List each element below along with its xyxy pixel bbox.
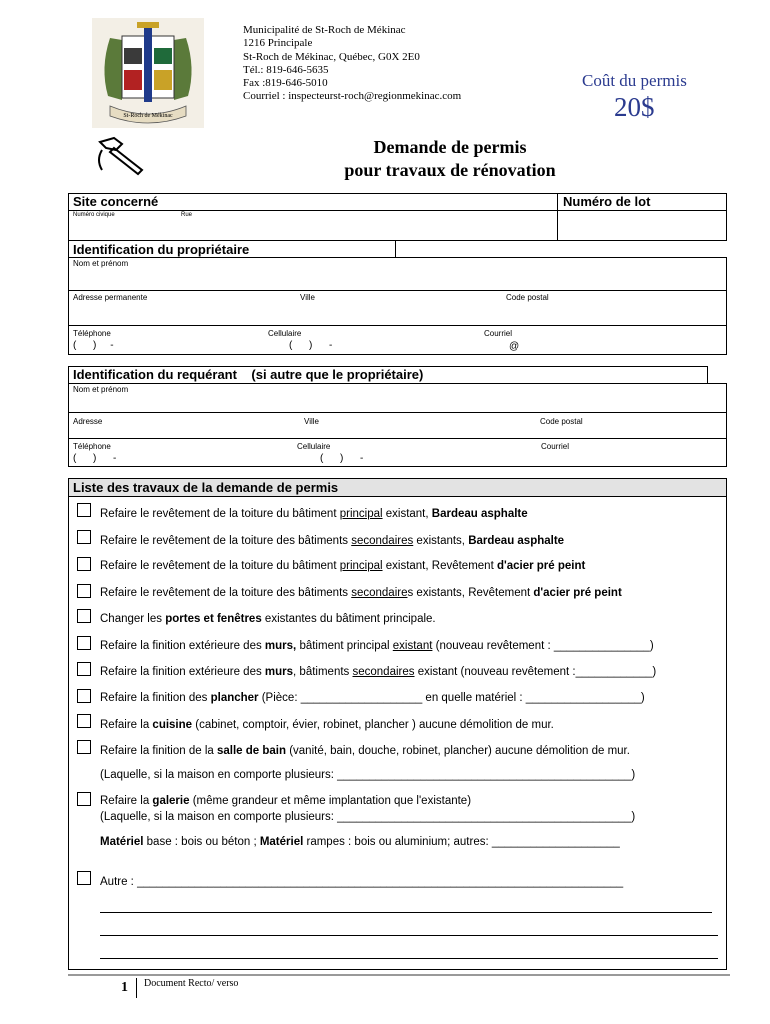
- municipality-city: St-Roch de Mékinac, Québec, G0X 2E0: [243, 50, 420, 63]
- checkbox-roof-secondary-steel[interactable]: [77, 584, 91, 598]
- owner-cell-label: Cellulaire: [268, 329, 302, 338]
- applicant-address-label: Adresse: [73, 417, 103, 426]
- owner-address-label: Adresse permanente: [73, 293, 148, 302]
- owner-phone-label: Téléphone: [73, 329, 111, 338]
- owner-section-title: Identification du propriétaire: [73, 242, 250, 257]
- owner-address-field[interactable]: [70, 303, 724, 323]
- applicant-name-label: Nom et prénom: [73, 385, 129, 394]
- footer-divider: [68, 974, 730, 976]
- item-walls-main: Refaire la finition extérieure des murs, bâtiment principal existant (nouveau revêtement : _______________): [100, 640, 654, 652]
- checkbox-roof-main-steel[interactable]: [77, 557, 91, 571]
- item-walls-secondary: Refaire la finition extérieure des murs, bâtiments secondaires existant (nouveau revêtement :____________): [100, 666, 657, 678]
- civic-number-label: Numéro civique: [73, 212, 115, 218]
- municipality-name: Municipalité de St-Roch de Mékinac: [243, 24, 406, 36]
- permit-cost-value: 20$: [614, 92, 655, 122]
- item-bathroom: Refaire la finition de la salle de bain (vanité, bain, douche, robinet, plancher) aucune démolition de mur.: [100, 745, 630, 757]
- permit-cost-label: Coût du permis: [582, 71, 687, 90]
- applicant-divider-2: [68, 438, 727, 439]
- owner-name-label: Nom et prénom: [73, 259, 129, 268]
- checkbox-doors-windows[interactable]: [77, 609, 91, 623]
- other-line-2[interactable]: [100, 935, 718, 936]
- owner-city-label: Ville: [300, 293, 315, 302]
- item-porch-material[interactable]: Matériel base : bois ou béton ; Matériel rampes : bois ou aluminium; autres: ____________________: [100, 836, 620, 848]
- checkbox-other[interactable]: [77, 871, 91, 885]
- other-line-1[interactable]: [100, 912, 712, 913]
- lot-number-label: Numéro de lot: [563, 194, 651, 209]
- checkbox-porch[interactable]: [77, 792, 91, 806]
- owner-cell-field[interactable]: ( ) -: [289, 340, 333, 351]
- form-title-line2: pour travaux de rénovation: [344, 160, 556, 180]
- applicant-section-title: Identification du requérant (si autre que le propriétaire): [73, 367, 424, 382]
- municipal-crest-logo: [92, 18, 204, 128]
- municipality-email: Courriel : inspecteurst-roch@regionmekinac.com: [243, 90, 462, 103]
- applicant-divider-1: [68, 412, 727, 413]
- item-roof-main-steel: Refaire le revêtement de la toiture du bâtiment principal existant, Revêtement d'acier pré peint: [100, 560, 586, 572]
- applicant-postal-label: Code postal: [540, 417, 583, 426]
- checkbox-floor[interactable]: [77, 689, 91, 703]
- item-roof-secondary-steel: Refaire le revêtement de la toiture des bâtiments secondaires existants, Revêtement d'acier pré peint: [100, 587, 622, 599]
- site-lot-divider: [557, 193, 558, 241]
- site-address-field[interactable]: [70, 218, 554, 239]
- municipality-street: 1216 Principale: [243, 37, 313, 50]
- owner-phone-field[interactable]: ( ) -: [73, 340, 114, 351]
- item-kitchen: Refaire la cuisine (cabinet, comptoir, évier, robinet, plancher ) aucune démolition de mur.: [100, 719, 554, 731]
- works-section-title: Liste des travaux de la demande de permis: [73, 480, 339, 495]
- checkbox-roof-main-asphalt[interactable]: [77, 503, 91, 517]
- street-label: Rue: [181, 212, 193, 218]
- site-header-divider: [68, 210, 727, 211]
- applicant-phone-label: Téléphone: [73, 442, 111, 451]
- item-porch: Refaire la galerie (même grandeur et même implantation que l'existante): [100, 795, 472, 807]
- item-porch-which[interactable]: (Laquelle, si la maison en comporte plusieurs: ______________________________________________): [100, 811, 636, 823]
- owner-name-field[interactable]: [70, 269, 724, 288]
- owner-divider-2: [68, 325, 727, 326]
- checkbox-walls-main[interactable]: [77, 636, 91, 650]
- applicant-cell-field[interactable]: ( ) -: [320, 453, 364, 464]
- municipality-phone: Tél.: 819-646-5635: [243, 63, 329, 76]
- owner-email-label: Courriel: [484, 329, 513, 338]
- applicant-name-field[interactable]: [70, 395, 724, 410]
- site-section-title: Site concerné: [73, 194, 159, 209]
- checkbox-walls-secondary[interactable]: [77, 662, 91, 676]
- item-bathroom-which[interactable]: (Laquelle, si la maison en comporte plusieurs: ______________________________________________): [100, 769, 636, 781]
- form-title-line1: Demande de permis: [373, 137, 527, 157]
- applicant-email-label: Courriel: [541, 442, 570, 451]
- checkbox-bathroom[interactable]: [77, 740, 91, 754]
- owner-postal-label: Code postal: [506, 293, 549, 302]
- item-doors-windows: Changer les portes et fenêtres existantes du bâtiment principale.: [100, 613, 436, 625]
- item-floor: Refaire la finition des plancher (Pièce: ___________________ en quelle matériel : __________________): [100, 692, 645, 704]
- municipality-fax: Fax :819-646-5010: [243, 77, 328, 90]
- lot-number-field[interactable]: [560, 212, 724, 239]
- crest-ribbon-text: St-Roch de Mékinac: [123, 113, 173, 119]
- document-label: Document Recto/ verso: [144, 978, 239, 989]
- applicant-phone-field[interactable]: ( ) -: [73, 453, 117, 464]
- applicant-cell-label: Cellulaire: [297, 442, 331, 451]
- page-number: 1: [121, 980, 128, 995]
- item-other[interactable]: Autre : ____________________________________________________________________________: [100, 876, 624, 888]
- item-roof-secondary-asphalt: Refaire le revêtement de la toiture des bâtiments secondaires existants, Bardeau asphalte: [100, 535, 565, 547]
- municipality-address-block: [243, 24, 461, 104]
- applicant-city-label: Ville: [304, 417, 319, 426]
- page-number-separator: [136, 978, 137, 998]
- other-line-3[interactable]: [100, 958, 718, 959]
- checkbox-roof-secondary-asphalt[interactable]: [77, 530, 91, 544]
- checkbox-kitchen[interactable]: [77, 714, 91, 728]
- item-roof-main-asphalt: Refaire le revêtement de la toiture du bâtiment principal existant, Bardeau asphalte: [100, 508, 528, 520]
- owner-email-field[interactable]: @: [509, 341, 520, 352]
- owner-divider-1: [68, 290, 727, 291]
